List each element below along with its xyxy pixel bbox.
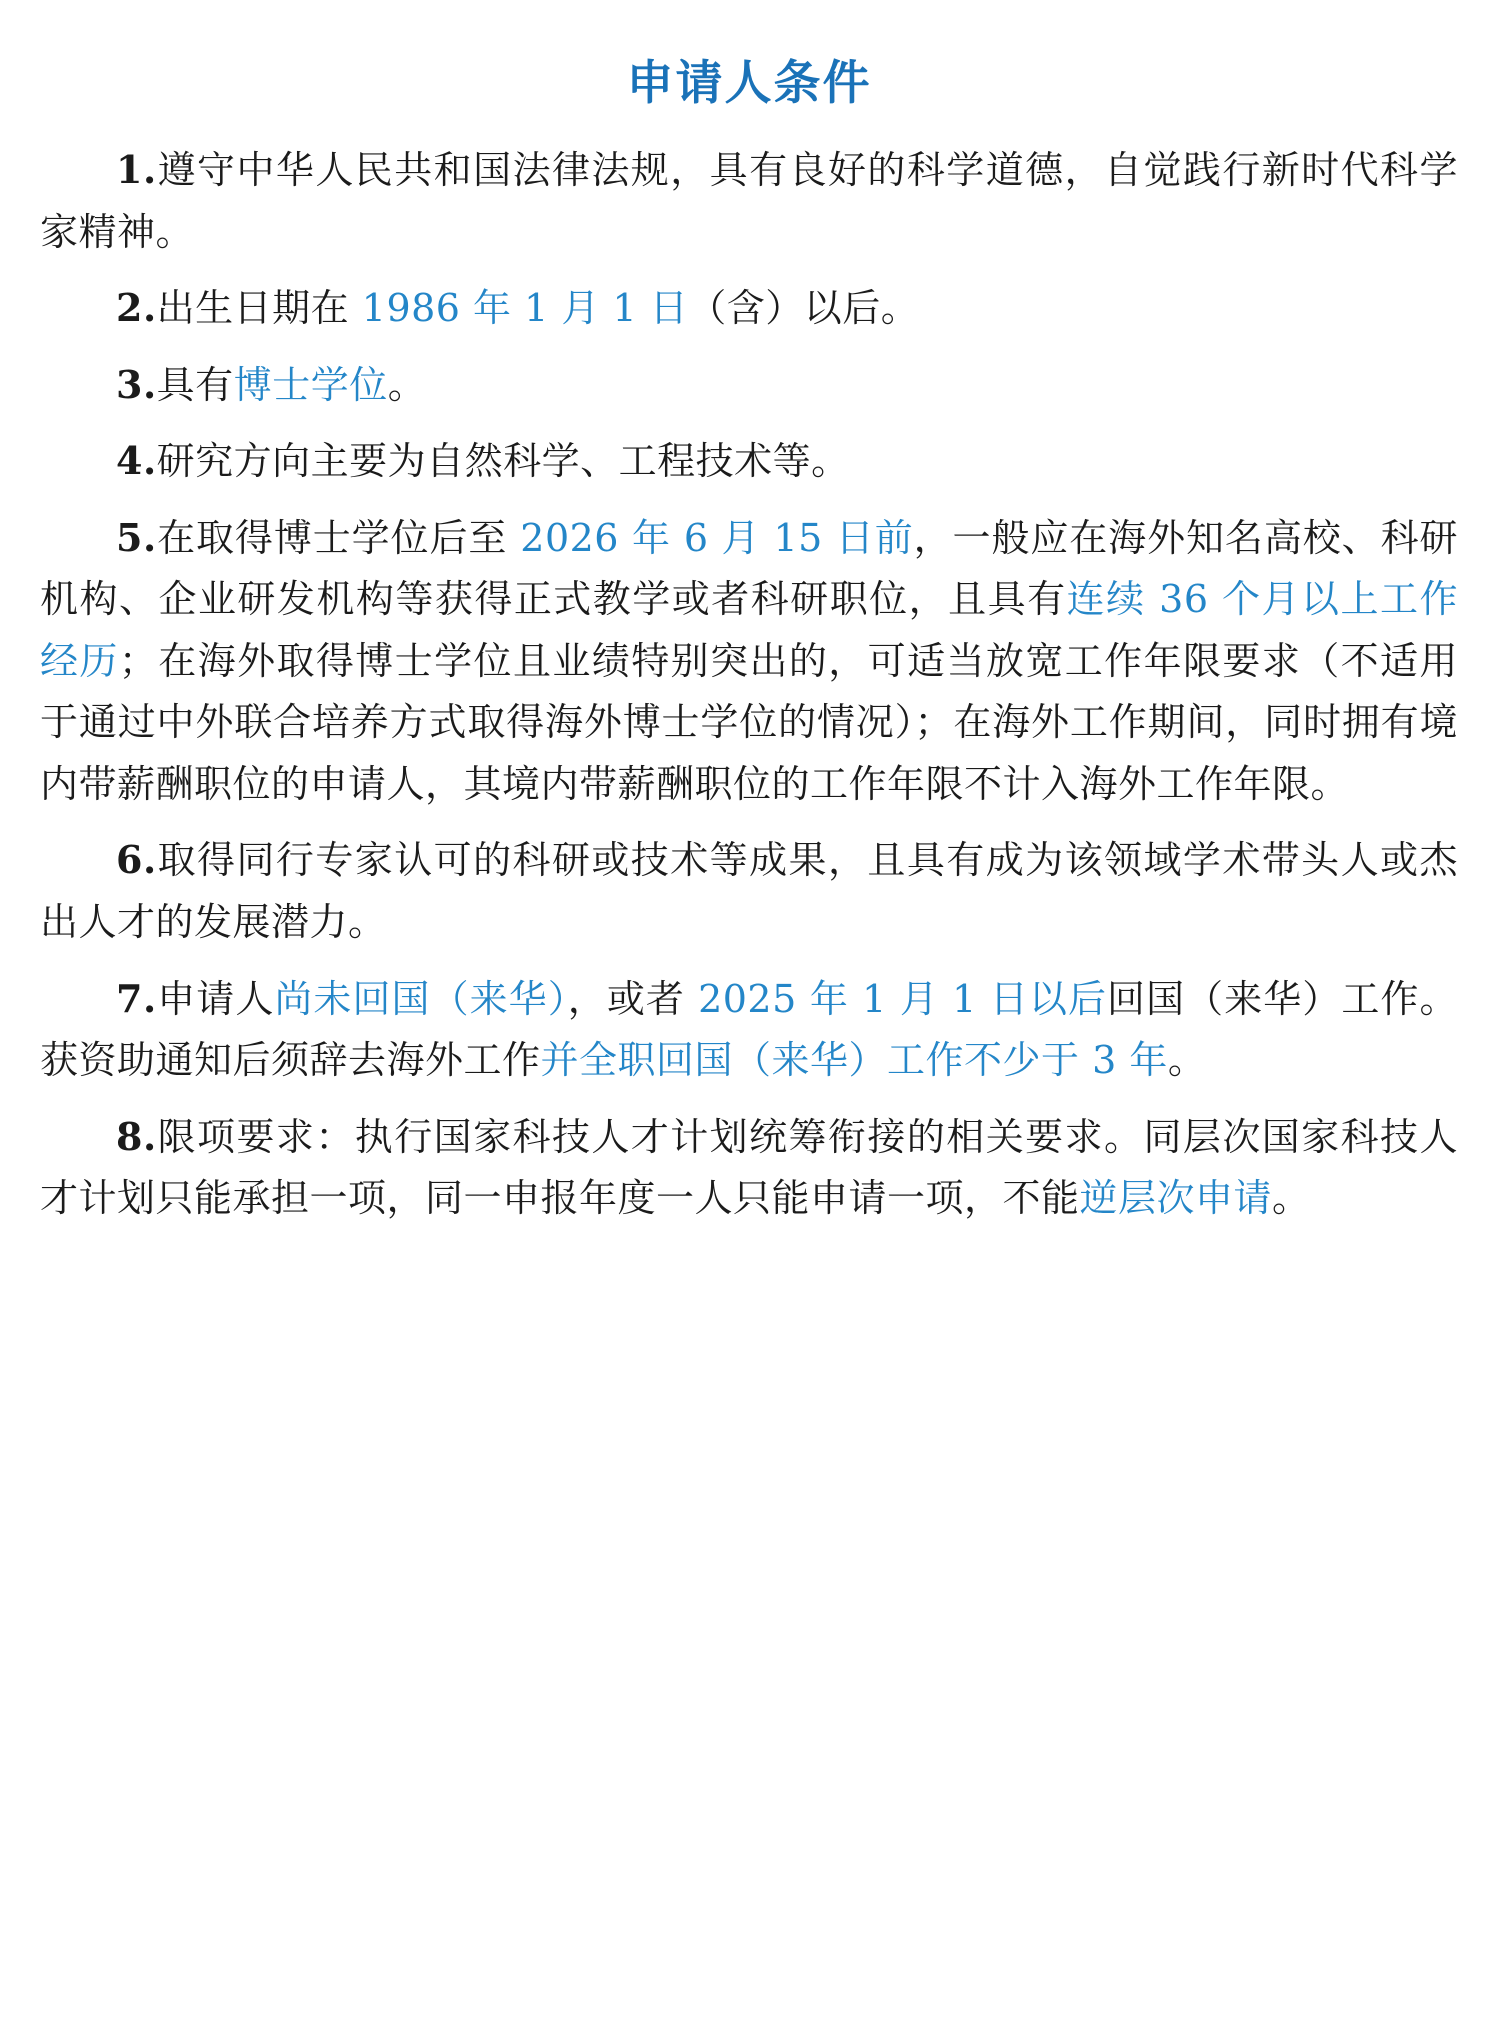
item-number: 6. (116, 837, 157, 883)
item-number: 3. (116, 361, 157, 407)
condition-item (40, 139, 1458, 263)
highlighted-text: 连续 36 个月以上工作经历 (40, 577, 1458, 683)
item-text: （含）以后。 (688, 286, 920, 331)
highlighted-text: 博士学位 (233, 362, 388, 407)
item-text: ；在海外取得博士学位且业绩特别突出的，可适当放宽工作年限要求（不适用于通过中外联合培养方式取得海外博士学位的情况）；在海外工作期间，同时拥有境内带薪酬职位的申请人，其境内带薪酬职位的工作年限不计入海外工作年限。 (40, 638, 1458, 806)
item-number: 4. (116, 438, 157, 484)
condition-item (40, 1106, 1458, 1230)
item-number: 1. (116, 147, 157, 192)
condition-item (40, 968, 1458, 1092)
condition-item (40, 829, 1458, 953)
item-text: 。 (1167, 1038, 1207, 1083)
condition-item (40, 430, 1458, 493)
condition-item (40, 354, 1458, 417)
highlighted-text: 2025 年 1 月 1 日以后 (698, 976, 1108, 1021)
item-text: 申请人 (156, 976, 275, 1021)
document-body (40, 139, 1458, 1230)
item-text: ，一般应在海外知名高校、科研机构、企业研发机构等获得正式教学或者科研职位，且具有 (40, 515, 1458, 622)
highlighted-text: 2026 年 6 月 15 日前 (520, 515, 914, 560)
item-text: 回国（来华）工作。获资助通知后须辞去海外工作 (40, 976, 1458, 1083)
item-text: 限项要求：执行国家科技人才计划统筹衔接的相关要求。同层次国家科技人才计划只能承担一项，同一申报年度一人只能申请一项，不能 (40, 1114, 1458, 1221)
item-text: 在取得博士学位后至 (156, 515, 521, 560)
highlighted-text: 尚未回国（来华） (274, 976, 568, 1021)
highlighted-text: 并全职回国（来华）工作不少于 3 年 (540, 1038, 1168, 1083)
page-title: 申请人条件 (626, 56, 872, 111)
item-text: 取得同行专家认可的科研或技术等成果，且具有成为该领域学术带头人或杰出人才的发展潜力。 (40, 838, 1458, 945)
item-text: 。 (387, 362, 427, 407)
item-number: 2. (116, 285, 157, 331)
item-text: 。 (1272, 1176, 1311, 1221)
item-text: ，或者 (567, 976, 699, 1021)
item-text: 出生日期在 (156, 286, 362, 331)
condition-item (40, 507, 1458, 816)
highlighted-text: 逆层次申请 (1079, 1176, 1273, 1221)
item-number: 7. (116, 975, 157, 1021)
highlighted-text: 1986 年 1 月 1 日 (361, 286, 689, 331)
item-number: 5. (116, 514, 157, 560)
item-number: 8. (116, 1113, 157, 1159)
condition-item (40, 277, 1458, 340)
item-text: 遵守中华人民共和国法律法规，具有良好的科学道德，自觉践行新时代科学家精神。 (40, 148, 1458, 254)
item-text: 具有 (156, 362, 234, 407)
item-text: 研究方向主要为自然科学、工程技术等。 (156, 439, 850, 484)
